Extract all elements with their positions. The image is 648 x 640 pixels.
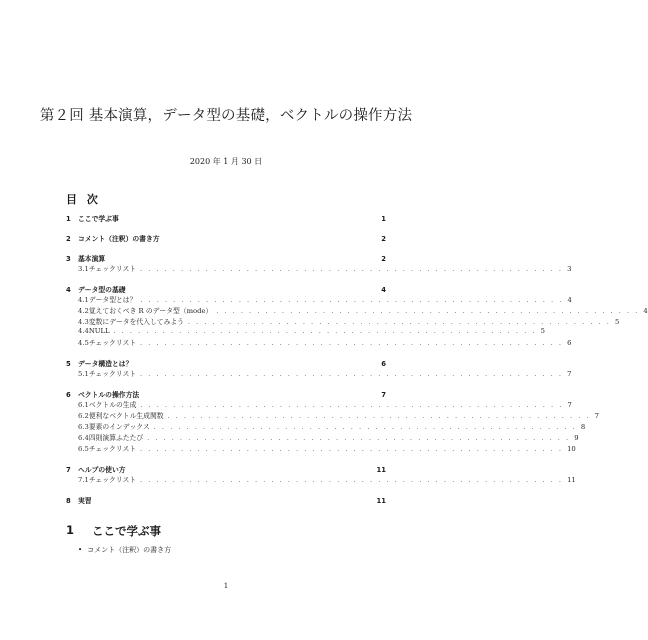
toc-subsection-entry[interactable]	[66, 316, 620, 327]
toc-subsection-title: ベクトルの生成	[88, 401, 137, 410]
toc-subsection-title: NULL	[88, 326, 110, 335]
toc-subsection-page: 10	[567, 444, 576, 453]
toc-subsection-number: 7.1	[78, 475, 89, 484]
toc-leader-dots: . . . . . . . . . . . . . . . . . . . . . . . . . . . . . . . . . . . . . . . . . . . . . . . . . . . .	[113, 327, 537, 335]
toc-subsection-page: 7	[594, 412, 599, 421]
toc-section-page: 11	[376, 465, 386, 474]
toc-section-page: 2	[381, 255, 386, 263]
toc-section-title: 実習	[78, 496, 92, 505]
bullet-item	[78, 545, 171, 555]
toc-subsection-page: 7	[567, 401, 572, 410]
toc-section-title: ヘルプの使い方	[78, 465, 126, 474]
toc-subsection-number: 4.2	[78, 306, 89, 315]
toc-section-number: 3	[66, 255, 71, 263]
toc-subsection-number: 4.3	[78, 317, 89, 326]
toc-subsection-entry[interactable]	[66, 294, 572, 305]
toc-section-number: 2	[66, 235, 71, 243]
toc-subsection-entry[interactable]	[66, 432, 579, 443]
toc-subsection-title: 便利なベクトル生成関数	[88, 412, 164, 421]
toc-section-number: 6	[66, 391, 71, 400]
toc-section-page: 4	[381, 285, 386, 294]
page-number: 1	[223, 582, 229, 590]
toc-subsection-number: 3.1	[78, 265, 89, 273]
toc-leader-dots: . . . . . . . . . . . . . . . . . . . . . . . . . . . . . . . . . . . . . . . . . . . . . . . . . . . .	[140, 371, 564, 379]
toc-subsection-title: 覚えておくべき R のデータ型（mode）	[88, 306, 213, 315]
toc-leader-dots: . . . . . . . . . . . . . . . . . . . . . . . . . . . . . . . . . . . . . . . . . . . . . . . . . . . .	[140, 340, 564, 348]
toc-section-entry[interactable]	[66, 358, 386, 368]
toc-subsection-title: チェックリスト	[88, 370, 137, 379]
toc-leader-dots: . . . . . . . . . . . . . . . . . . . . . . . . . . . . . . . . . . . . . . . . . . . . . . . . . . . .	[187, 318, 612, 326]
toc-section-title: ベクトルの操作方法	[78, 391, 140, 400]
toc-section-title: ここで学ぶ事	[78, 215, 119, 223]
toc-subsection-page: 11	[567, 475, 576, 484]
toc-subsection-page: 5	[540, 326, 545, 335]
toc-subsection-entry[interactable]	[66, 474, 576, 485]
toc-leader-dots: . . . . . . . . . . . . . . . . . . . . . . . . . . . . . . . . . . . . . . . . . . . . . . . . . . . .	[140, 266, 564, 273]
toc-subsection-number: 4.5	[78, 339, 89, 348]
toc-leader-dots: . . . . . . . . . . . . . . . . . . . . . . . . . . . . . . . . . . . . . . . . . . . . . . . . . . . .	[216, 307, 640, 315]
toc-subsection-title: チェックリスト	[88, 475, 137, 484]
toc-subsection-entry[interactable]	[66, 263, 572, 274]
toc-section-number: 1	[66, 215, 71, 223]
toc-section-title: データ構造とは？	[78, 360, 133, 369]
toc-section-number: 5	[66, 360, 71, 369]
document-date: 2020 年 1 月 30 日	[189, 157, 263, 166]
toc-section-entry[interactable]	[66, 495, 386, 505]
toc-leader-dots: . . . . . . . . . . . . . . . . . . . . . . . . . . . . . . . . . . . . . . . . . . . . . . . . . . . .	[140, 296, 564, 304]
toc-leader-dots: . . . . . . . . . . . . . . . . . . . . . . . . . . . . . . . . . . . . . . . . . . . . . . . . . . . .	[140, 445, 564, 453]
toc-subsection-title: 要素のインデックス	[88, 423, 150, 432]
toc-subsection-number: 6.5	[78, 444, 89, 453]
toc-subsection-page: 4	[567, 295, 572, 304]
toc-section-number: 8	[66, 496, 71, 505]
section-number: 1	[66, 523, 75, 537]
toc-leader-dots: . . . . . . . . . . . . . . . . . . . . . . . . . . . . . . . . . . . . . . . . . . . . . . . . . . . .	[153, 424, 577, 432]
toc-section-page: 11	[376, 496, 386, 505]
toc-section-entry[interactable]	[66, 233, 386, 243]
toc-subsection-entry[interactable]	[66, 326, 545, 338]
toc-leader-dots: . . . . . . . . . . . . . . . . . . . . . . . . . . . . . . . . . . . . . . . . . . . . . . . . . . . .	[167, 413, 591, 421]
toc-subsection-entry[interactable]	[66, 337, 572, 348]
toc-subsection-entry[interactable]	[66, 399, 572, 410]
toc-subsection-entry[interactable]	[66, 443, 576, 454]
toc-subsection-title: 四則演算ふたたび	[88, 433, 144, 442]
toc-section-entry[interactable]	[66, 389, 386, 399]
toc-subsection-entry[interactable]	[66, 410, 599, 421]
toc-section-page: 2	[381, 235, 386, 243]
toc-subsection-number: 6.2	[78, 412, 89, 421]
document-title: 第２回 基本演算，データ型の基礎，ベクトルの操作方法	[39, 108, 413, 124]
toc-section-entry[interactable]	[66, 253, 386, 263]
toc-section-title: データ型の基礎	[78, 285, 126, 294]
bullet-icon: •	[78, 546, 83, 554]
toc-leader-dots: . . . . . . . . . . . . . . . . . . . . . . . . . . . . . . . . . . . . . . . . . . . . . . . . . . . .	[140, 402, 564, 410]
toc-subsection-title: チェックリスト	[88, 265, 137, 273]
toc-subsection-number: 4.4	[78, 326, 89, 335]
toc-section-number: 7	[66, 465, 71, 474]
toc-section-entry[interactable]	[66, 213, 386, 223]
toc-subsection-number: 5.1	[78, 370, 89, 379]
toc-section-page: 6	[381, 360, 386, 369]
toc-heading: 目 次	[66, 193, 101, 206]
toc-subsection-title: チェックリスト	[88, 444, 137, 453]
toc-subsection-number: 6.1	[78, 401, 89, 410]
toc-subsection-page: 5	[615, 317, 620, 326]
toc-section-entry[interactable]	[66, 464, 386, 474]
table-of-contents	[66, 210, 648, 505]
toc-subsection-page: 8	[580, 423, 586, 432]
toc-subsection-entry[interactable]	[66, 421, 586, 432]
toc-section-entry[interactable]	[66, 284, 386, 294]
toc-subsection-page: 4	[643, 306, 648, 315]
toc-subsection-entry[interactable]	[66, 368, 572, 379]
toc-subsection-number: 6.4	[78, 433, 89, 442]
toc-subsection-title: データ型とは？	[88, 295, 137, 304]
toc-leader-dots: . . . . . . . . . . . . . . . . . . . . . . . . . . . . . . . . . . . . . . . . . . . . . . . . . . . .	[147, 434, 571, 442]
toc-subsection-title: チェックリスト	[88, 339, 137, 348]
toc-subsection-number: 6.3	[78, 423, 89, 432]
section-heading	[66, 523, 161, 539]
toc-subsection-page: 7	[567, 370, 572, 379]
section-title: ここで学ぶ事	[92, 524, 162, 538]
toc-subsection-page: 9	[574, 433, 579, 442]
toc-subsection-title: 変数にデータを代入してみよう	[88, 317, 184, 326]
toc-section-page: 7	[381, 391, 386, 400]
toc-subsection-page: 3	[567, 265, 572, 273]
toc-section-page: 1	[381, 215, 386, 223]
toc-section-title: 基本演算	[78, 255, 106, 263]
toc-subsection-page: 6	[567, 339, 572, 348]
toc-leader-dots: . . . . . . . . . . . . . . . . . . . . . . . . . . . . . . . . . . . . . . . . . . . . . . . . . . . .	[140, 476, 564, 484]
toc-section-title: コメント（注釈）の書き方	[78, 235, 160, 243]
bullet-text: コメント（注釈）の書き方	[87, 546, 172, 554]
toc-subsection-entry[interactable]	[66, 305, 648, 316]
toc-section-number: 4	[66, 285, 71, 294]
toc-subsection-number: 4.1	[78, 295, 89, 304]
